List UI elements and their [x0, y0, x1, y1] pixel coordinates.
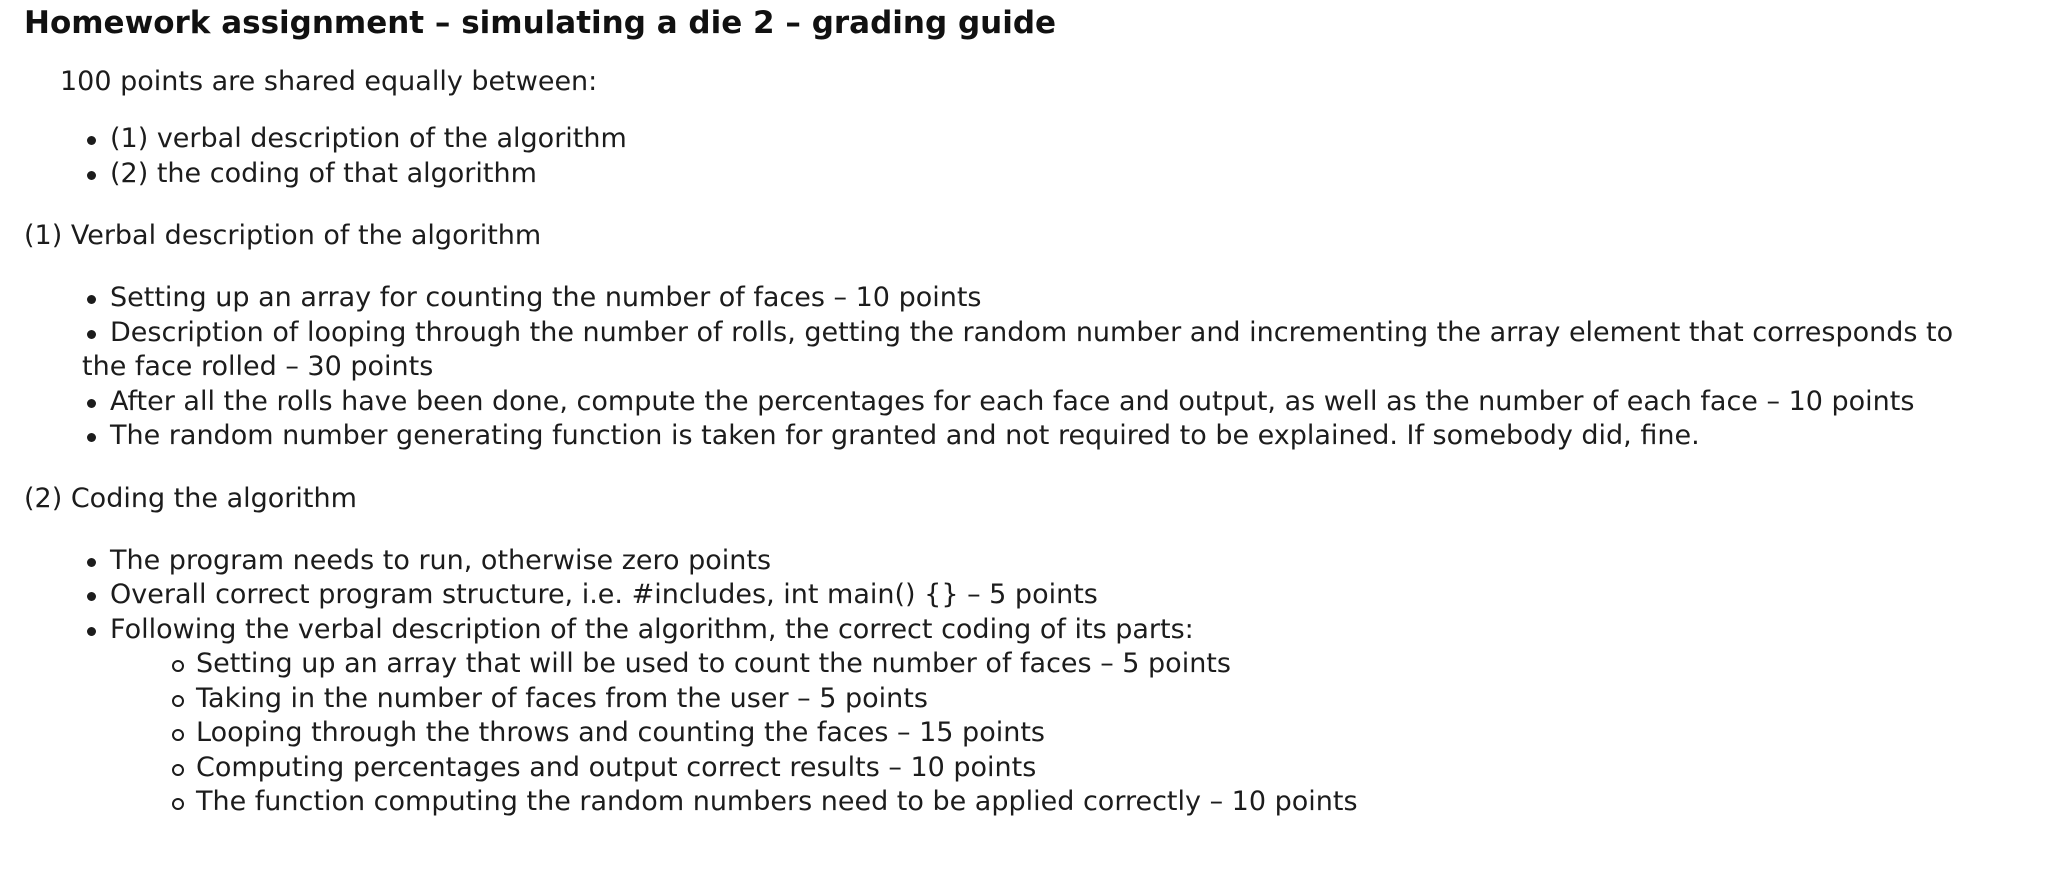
list-item: The random number generating function is taken for granted and not required to be explained. If somebody did, fine. — [110, 419, 2024, 454]
list-item-continuation: the face rolled – 30 points — [82, 351, 434, 382]
list-item: The program needs to run, otherwise zero points — [110, 544, 2024, 579]
list-item-text: Following the verbal description of the algorithm, the correct coding of its parts: — [110, 613, 1194, 645]
overview-list — [24, 122, 2024, 191]
section-heading-verbal: (1) Verbal description of the algorithm — [24, 220, 542, 251]
coding-criteria-list — [24, 544, 2024, 820]
grading-guide-document — [24, 0, 2024, 820]
sublist-item: Taking in the number of faces from the user – 5 points — [196, 682, 2024, 717]
list-item: After all the rolls have been done, compute the percentages for each face and output, as well as the number of each face – 10 points — [110, 385, 2024, 420]
intro-text: 100 points are shared equally between: — [60, 66, 598, 97]
sublist-item: The function computing the random numbers need to be applied correctly – 10 points — [196, 785, 2024, 820]
sublist-item: Setting up an array that will be used to count the number of faces – 5 points — [196, 647, 2024, 682]
section-heading-coding: (2) Coding the algorithm — [24, 482, 357, 514]
verbal-criteria-list — [24, 281, 2024, 454]
list-item: Setting up an array for counting the number of faces – 10 points — [110, 281, 2024, 316]
coding-parts-sublist — [110, 647, 2024, 820]
sublist-item: Looping through the throws and counting the faces – 15 points — [196, 716, 2024, 751]
list-item: (1) verbal description of the algorithm — [110, 122, 2024, 157]
list-item — [82, 316, 2024, 385]
page-title: Homework assignment – simulating a die 2 – grading guide — [24, 5, 1057, 41]
sublist-item: Computing percentages and output correct results – 10 points — [196, 751, 2024, 786]
list-item: (2) the coding of that algorithm — [110, 157, 2024, 192]
list-item: Overall correct program structure, i.e. #includes, int main() {} – 5 points — [110, 578, 2024, 613]
list-item-text: Description of looping through the number of rolls, getting the random number and incrementing the array element that corresponds to — [110, 316, 1954, 348]
list-item — [110, 613, 2024, 820]
